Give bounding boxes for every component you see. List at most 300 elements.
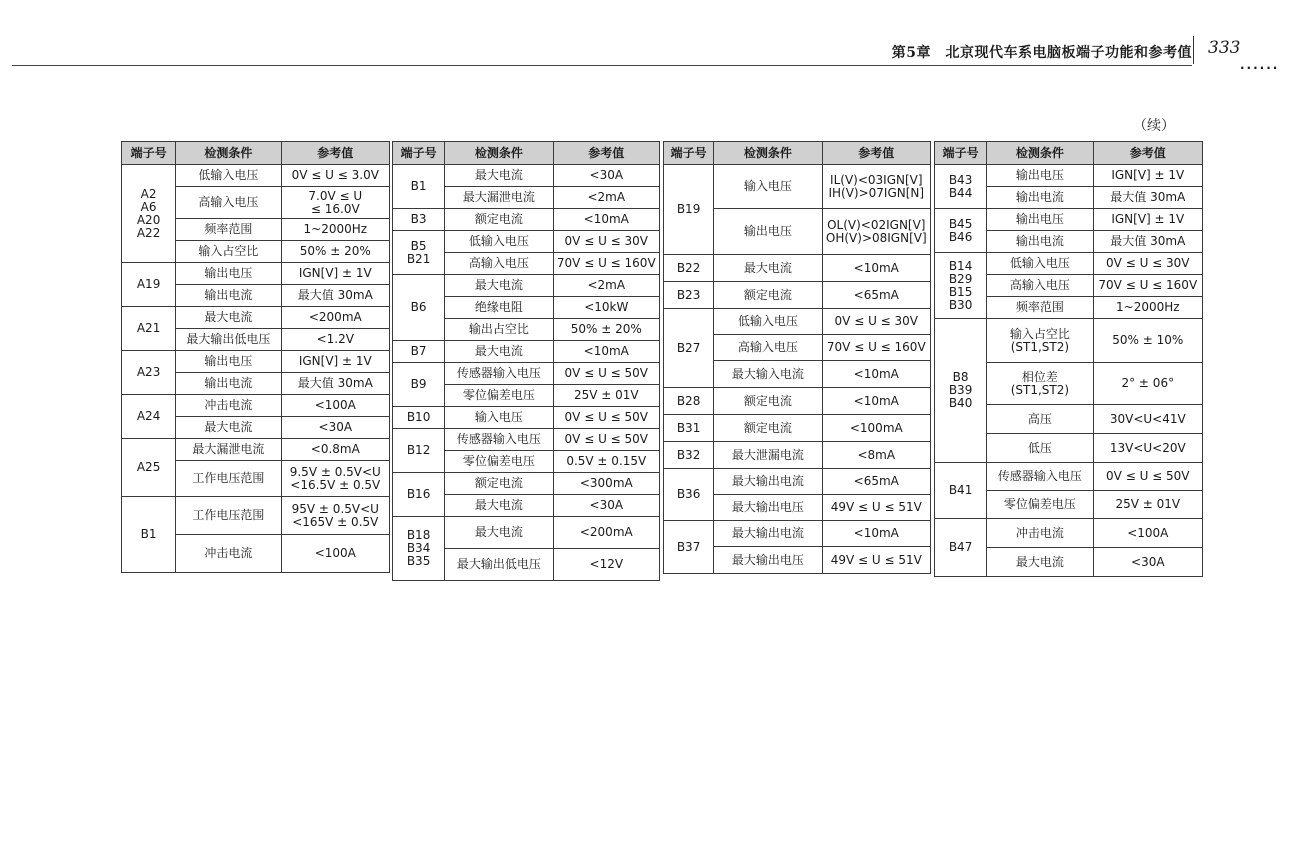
reference-line: 9.5V ± 0.5V<U (289, 464, 381, 479)
reference-cell (553, 209, 659, 231)
reference-cell (1093, 405, 1202, 434)
reference-line: <10mA (583, 344, 629, 358)
reference-line: 最大值 30mA (1110, 234, 1186, 248)
table-row (393, 231, 660, 253)
terminal-line: B40 (948, 396, 973, 410)
reference-cell (553, 385, 659, 407)
condition-cell: 高输入电压 (176, 187, 281, 219)
header-condition: 检测条件 (445, 142, 553, 165)
condition-cell: 零位偏差电压 (445, 385, 553, 407)
table-row (935, 519, 1203, 548)
terminal-cell (664, 469, 714, 521)
reference-line: <10mA (583, 212, 629, 226)
reference-cell (822, 309, 930, 335)
table-row (664, 309, 931, 335)
condition-cell: 输入电压 (445, 407, 553, 429)
reference-cell (822, 255, 930, 282)
reference-line: IGN[V] ± 1V (298, 354, 372, 368)
reference-cell (822, 209, 930, 255)
terminal-line: B9 (410, 377, 427, 391)
condition-cell: 低输入电压 (987, 253, 1093, 275)
reference-line: 50% ± 20% (299, 244, 371, 258)
terminal-table-1 (121, 141, 390, 573)
terminal-cell (393, 165, 445, 209)
reference-cell (822, 165, 930, 209)
reference-cell (553, 495, 659, 517)
table-row (393, 341, 660, 363)
condition-cell (987, 319, 1093, 363)
reference-cell (553, 549, 659, 581)
table-body (664, 165, 931, 574)
reference-cell (822, 495, 930, 521)
table-row (664, 165, 931, 209)
condition-cell: 低输入电压 (714, 309, 822, 335)
reference-line: 最大值 30mA (297, 376, 373, 390)
condition-line: (ST1,ST2) (1010, 382, 1070, 397)
condition-cell: 额定电流 (714, 415, 822, 442)
terminal-cell (935, 209, 987, 253)
reference-cell (281, 219, 389, 241)
reference-line: 70V ≤ U ≤ 160V (556, 256, 656, 270)
reference-cell (822, 388, 930, 415)
header-reference: 参考值 (553, 142, 659, 165)
reference-cell (281, 497, 389, 535)
reference-cell (822, 469, 930, 495)
table-row (664, 442, 931, 469)
reference-line: IGN[V] ± 1V (1111, 168, 1185, 182)
reference-cell (1093, 519, 1202, 548)
condition-cell: 低输入电压 (176, 165, 281, 187)
reference-line: <100A (314, 546, 356, 560)
page-header (0, 0, 1300, 70)
terminal-cell (393, 341, 445, 363)
condition-cell: 频率范围 (987, 297, 1093, 319)
table-header-row (393, 142, 660, 165)
terminal-cell (122, 351, 176, 395)
condition-cell: 输出电流 (176, 373, 281, 395)
reference-line: IGN[V] ± 1V (1111, 212, 1185, 226)
terminal-cell (122, 263, 176, 307)
reference-cell (1093, 275, 1202, 297)
reference-line: <10mA (853, 526, 899, 540)
reference-line: <30A (589, 168, 624, 182)
reference-line: <10mA (853, 260, 899, 275)
reference-line: 70V ≤ U ≤ 160V (1098, 278, 1198, 292)
condition-cell: 最大电流 (176, 417, 281, 439)
reference-cell (822, 547, 930, 574)
table-row (122, 395, 390, 417)
reference-cell (281, 439, 389, 461)
table-row (393, 363, 660, 385)
reference-cell (281, 329, 389, 351)
condition-cell: 高压 (987, 405, 1093, 434)
reference-line: 0V ≤ U ≤ 30V (564, 234, 649, 248)
reference-line: 0V ≤ U ≤ 50V (564, 366, 649, 380)
reference-line: 7.0V ≤ U (308, 188, 363, 203)
terminal-cell (393, 363, 445, 407)
terminal-line: B6 (410, 300, 427, 314)
reference-line: OL(V)<02IGN[V] (827, 217, 926, 232)
terminal-line: B29 (948, 271, 973, 286)
reference-cell (281, 461, 389, 497)
condition-line: 输入占空比 (1009, 326, 1070, 341)
header-terminal: 端子号 (122, 142, 176, 165)
reference-line: 0V ≤ U ≤ 50V (1106, 469, 1190, 483)
terminal-table-2 (392, 141, 660, 581)
terminal-line: B46 (948, 229, 973, 244)
reference-line: <100mA (849, 420, 903, 435)
terminal-line: B22 (676, 260, 701, 275)
reference-line: IGN[V] ± 1V (298, 266, 372, 280)
condition-cell: 零位偏差电压 (987, 491, 1093, 519)
terminal-line: B1 (140, 527, 157, 541)
reference-line: 0V ≤ U ≤ 50V (564, 410, 649, 424)
condition-cell: 最大电流 (445, 517, 553, 549)
table-header-row (935, 142, 1203, 165)
reference-line: <200mA (579, 525, 633, 539)
terminal-line: B15 (948, 284, 973, 299)
condition-cell: 额定电流 (714, 388, 822, 415)
condition-cell: 工作电压范围 (176, 461, 281, 497)
condition-cell: 最大输出电压 (714, 547, 822, 574)
table-row (935, 463, 1203, 491)
reference-line: <10mA (853, 366, 899, 381)
table-row (664, 415, 931, 442)
condition-cell: 额定电流 (714, 282, 822, 309)
reference-line: <200mA (308, 310, 362, 324)
reference-cell (1093, 165, 1202, 187)
header-reference: 参考值 (1093, 142, 1202, 165)
terminal-line: B41 (948, 483, 973, 497)
table-row (393, 209, 660, 231)
reference-line: 49V ≤ U ≤ 51V (830, 500, 922, 514)
reference-cell (1093, 319, 1202, 363)
reference-line: 25V ± 01V (1115, 497, 1181, 511)
terminal-cell (935, 253, 987, 319)
condition-cell: 最大电流 (714, 255, 822, 282)
terminal-line: B14 (948, 258, 973, 273)
reference-cell (553, 363, 659, 385)
reference-line: OH(V)>08IGN[V] (825, 230, 927, 245)
table-row (935, 209, 1203, 231)
reference-line: 50% ± 20% (570, 322, 642, 336)
condition-cell: 额定电流 (445, 209, 553, 231)
reference-line: <300mA (579, 476, 633, 490)
table-row (393, 473, 660, 495)
terminal-line: B37 (676, 539, 701, 554)
reference-cell (822, 361, 930, 388)
reference-cell (553, 231, 659, 253)
table-row (393, 165, 660, 187)
condition-cell: 最大电流 (445, 341, 553, 363)
condition-cell: 绝缘电阻 (445, 297, 553, 319)
table-header-row (664, 142, 931, 165)
reference-line: 最大值 30mA (297, 288, 373, 302)
condition-cell: 最大电流 (987, 548, 1093, 577)
condition-cell: 输出电流 (987, 231, 1093, 253)
reference-cell (281, 373, 389, 395)
reference-cell (281, 395, 389, 417)
reference-line: <10kW (584, 300, 629, 314)
terminal-line: A2 (140, 186, 157, 201)
terminal-cell (393, 231, 445, 275)
terminal-line: B8 (952, 370, 969, 384)
reference-cell (553, 429, 659, 451)
reference-line: ≤ 16.0V (310, 201, 360, 216)
condition-cell: 最大输入电流 (714, 361, 822, 388)
table-row (664, 469, 931, 495)
reference-cell (281, 307, 389, 329)
reference-line: 95V ± 0.5V<U (291, 501, 379, 516)
reference-line: <100A (314, 398, 356, 412)
terminal-line: B39 (948, 383, 973, 397)
terminal-cell (664, 165, 714, 255)
terminal-line: B32 (676, 447, 701, 462)
reference-line: 0V ≤ U ≤ 3.0V (291, 168, 379, 182)
terminal-cell (664, 282, 714, 309)
header-dots: ...... (1240, 58, 1280, 72)
terminal-cell (935, 519, 987, 577)
condition-cell: 最大电流 (176, 307, 281, 329)
table-row (122, 307, 390, 329)
reference-line: 1~2000Hz (303, 222, 368, 236)
reference-cell (553, 517, 659, 549)
terminal-line: B23 (676, 287, 701, 302)
reference-line: 0V ≤ U ≤ 50V (564, 432, 649, 446)
terminal-line: A21 (136, 321, 161, 335)
reference-cell (281, 263, 389, 285)
condition-cell: 输出电流 (987, 187, 1093, 209)
terminal-line: A23 (136, 365, 161, 379)
terminal-line: B36 (676, 487, 701, 501)
header-condition: 检测条件 (176, 142, 281, 165)
reference-cell (553, 473, 659, 495)
condition-cell: 最大电流 (445, 275, 553, 297)
table-row (935, 253, 1203, 275)
terminal-line: A19 (136, 277, 161, 291)
terminal-line: B21 (406, 251, 431, 266)
table-row (122, 497, 390, 535)
condition-cell: 输出电压 (176, 263, 281, 285)
reference-line: 13V<U<20V (1109, 440, 1186, 455)
reference-cell (822, 335, 930, 361)
terminal-line: A6 (140, 199, 157, 214)
reference-line: <30A (318, 420, 353, 434)
reference-cell (553, 275, 659, 297)
condition-cell: 低输入电压 (445, 231, 553, 253)
condition-cell: 工作电压范围 (176, 497, 281, 535)
reference-cell (553, 165, 659, 187)
reference-line: <12V (589, 557, 624, 571)
reference-cell (822, 415, 930, 442)
terminal-line: B47 (948, 540, 973, 554)
table-body (935, 165, 1203, 577)
reference-cell (1093, 463, 1202, 491)
condition-cell: 低压 (987, 434, 1093, 463)
terminal-line: B27 (676, 340, 701, 355)
table-row (122, 439, 390, 461)
terminal-cell (393, 429, 445, 473)
reference-line: 25V ± 01V (573, 388, 639, 402)
terminal-cell (664, 415, 714, 442)
terminal-line: A25 (136, 460, 161, 474)
reference-cell (553, 187, 659, 209)
terminal-line: B43 (948, 172, 973, 187)
condition-cell: 输出电流 (176, 285, 281, 307)
table-row (122, 165, 390, 187)
header-rule (12, 65, 1192, 66)
condition-cell: 最大泄漏电流 (714, 442, 822, 469)
reference-line: <16.5V ± 0.5V (290, 477, 381, 492)
terminal-cell (122, 307, 176, 351)
reference-line: <0.8mA (310, 442, 360, 456)
condition-cell: 输出电压 (714, 209, 822, 255)
condition-cell: 冲击电流 (176, 535, 281, 573)
terminal-cell (664, 255, 714, 282)
reference-line: 30V<U<41V (1109, 411, 1186, 426)
header-terminal: 端子号 (664, 142, 714, 165)
reference-cell (1093, 253, 1202, 275)
terminal-line: B45 (948, 216, 973, 231)
chapter-title: 第5章 北京现代车系电脑板端子功能和参考值 (891, 45, 1192, 61)
table-row (393, 407, 660, 429)
terminal-table-3 (663, 141, 931, 574)
terminal-line: B35 (406, 554, 431, 568)
table-body (393, 165, 660, 581)
condition-cell: 最大输出低电压 (445, 549, 553, 581)
terminal-cell (393, 275, 445, 341)
continued-label: （续） (1133, 118, 1175, 134)
terminal-cell (122, 395, 176, 439)
condition-cell: 冲击电流 (987, 519, 1093, 548)
reference-line: <30A (1131, 554, 1165, 569)
table-row (935, 319, 1203, 363)
terminal-line: B10 (406, 410, 431, 424)
terminal-line: B19 (676, 202, 701, 216)
terminal-line: B5 (410, 238, 427, 253)
terminal-cell (935, 165, 987, 209)
header-terminal: 端子号 (393, 142, 445, 165)
reference-line: 0.5V ± 0.15V (566, 454, 647, 468)
condition-cell: 输出占空比 (445, 319, 553, 341)
reference-line: <165V ± 0.5V (292, 514, 379, 529)
terminal-line: B7 (410, 344, 427, 358)
terminal-cell (393, 517, 445, 581)
table-row (393, 517, 660, 549)
reference-cell (553, 297, 659, 319)
reference-cell (822, 442, 930, 469)
reference-cell (822, 282, 930, 309)
reference-line: <100A (1127, 525, 1169, 540)
table-row (122, 351, 390, 373)
terminal-line: B16 (406, 487, 431, 501)
reference-cell (281, 241, 389, 263)
terminal-line: B28 (676, 393, 701, 408)
header-terminal: 端子号 (935, 142, 987, 165)
terminal-cell (393, 407, 445, 429)
condition-cell: 高输入电压 (714, 335, 822, 361)
reference-cell (281, 535, 389, 573)
reference-line: 0V ≤ U ≤ 30V (1106, 256, 1190, 270)
header-divider (1193, 36, 1194, 64)
reference-cell (281, 187, 389, 219)
reference-line: 70V ≤ U ≤ 160V (826, 340, 926, 354)
condition-cell: 最大输出电压 (714, 495, 822, 521)
reference-line: <65mA (853, 287, 899, 302)
condition-cell: 频率范围 (176, 219, 281, 241)
reference-cell (1093, 491, 1202, 519)
reference-line: 1~2000Hz (1116, 300, 1180, 314)
reference-cell (822, 521, 930, 547)
reference-cell (553, 341, 659, 363)
reference-cell (553, 253, 659, 275)
condition-cell (987, 363, 1093, 405)
terminal-line: B12 (406, 443, 431, 457)
reference-line: 0V ≤ U ≤ 30V (834, 314, 919, 328)
reference-cell (1093, 548, 1202, 577)
condition-cell: 输入占空比 (176, 241, 281, 263)
reference-line: <30A (589, 498, 624, 512)
reference-line: <1.2V (316, 332, 354, 346)
reference-cell (281, 417, 389, 439)
condition-line: 相位差 (1021, 369, 1058, 384)
table-row (664, 255, 931, 282)
reference-cell (553, 319, 659, 341)
reference-cell (1093, 363, 1202, 405)
terminal-line: A20 (136, 212, 161, 227)
terminal-line: A24 (136, 409, 161, 423)
condition-cell: 传感器输入电压 (987, 463, 1093, 491)
condition-cell: 高输入电压 (445, 253, 553, 275)
terminal-cell (393, 473, 445, 517)
condition-cell: 最大电流 (445, 165, 553, 187)
condition-line: (ST1,ST2) (1010, 339, 1070, 354)
reference-cell (553, 407, 659, 429)
reference-line: 50% ± 10% (1112, 333, 1184, 347)
condition-cell: 最大输出电流 (714, 469, 822, 495)
reference-line: 49V ≤ U ≤ 51V (830, 552, 922, 567)
table-row (935, 165, 1203, 187)
condition-cell: 冲击电流 (176, 395, 281, 417)
reference-line: 2° ± 06° (1121, 376, 1175, 390)
reference-cell (1093, 297, 1202, 319)
header-condition: 检测条件 (714, 142, 822, 165)
table-row (122, 263, 390, 285)
condition-cell: 输出电压 (176, 351, 281, 373)
condition-cell: 传感器输入电压 (445, 429, 553, 451)
terminal-table-4 (934, 141, 1203, 577)
reference-cell (1093, 231, 1202, 253)
reference-line: <2mA (587, 278, 626, 292)
condition-cell: 最大电流 (445, 495, 553, 517)
reference-cell (1093, 187, 1202, 209)
table-row (664, 521, 931, 547)
terminal-cell (664, 442, 714, 469)
condition-cell: 最大输出电流 (714, 521, 822, 547)
reference-cell (281, 285, 389, 307)
reference-cell (281, 351, 389, 373)
reference-line: <2mA (587, 190, 626, 204)
terminal-cell (122, 439, 176, 497)
table-body (122, 165, 390, 573)
terminal-cell (122, 497, 176, 573)
reference-line: IH(V)>07IGN[N] (828, 185, 925, 200)
table-header-row (122, 142, 390, 165)
condition-cell: 高输入电压 (987, 275, 1093, 297)
terminal-line: B31 (676, 420, 701, 435)
terminal-line: B18 (406, 528, 431, 542)
condition-cell: 最大漏泄电流 (445, 187, 553, 209)
